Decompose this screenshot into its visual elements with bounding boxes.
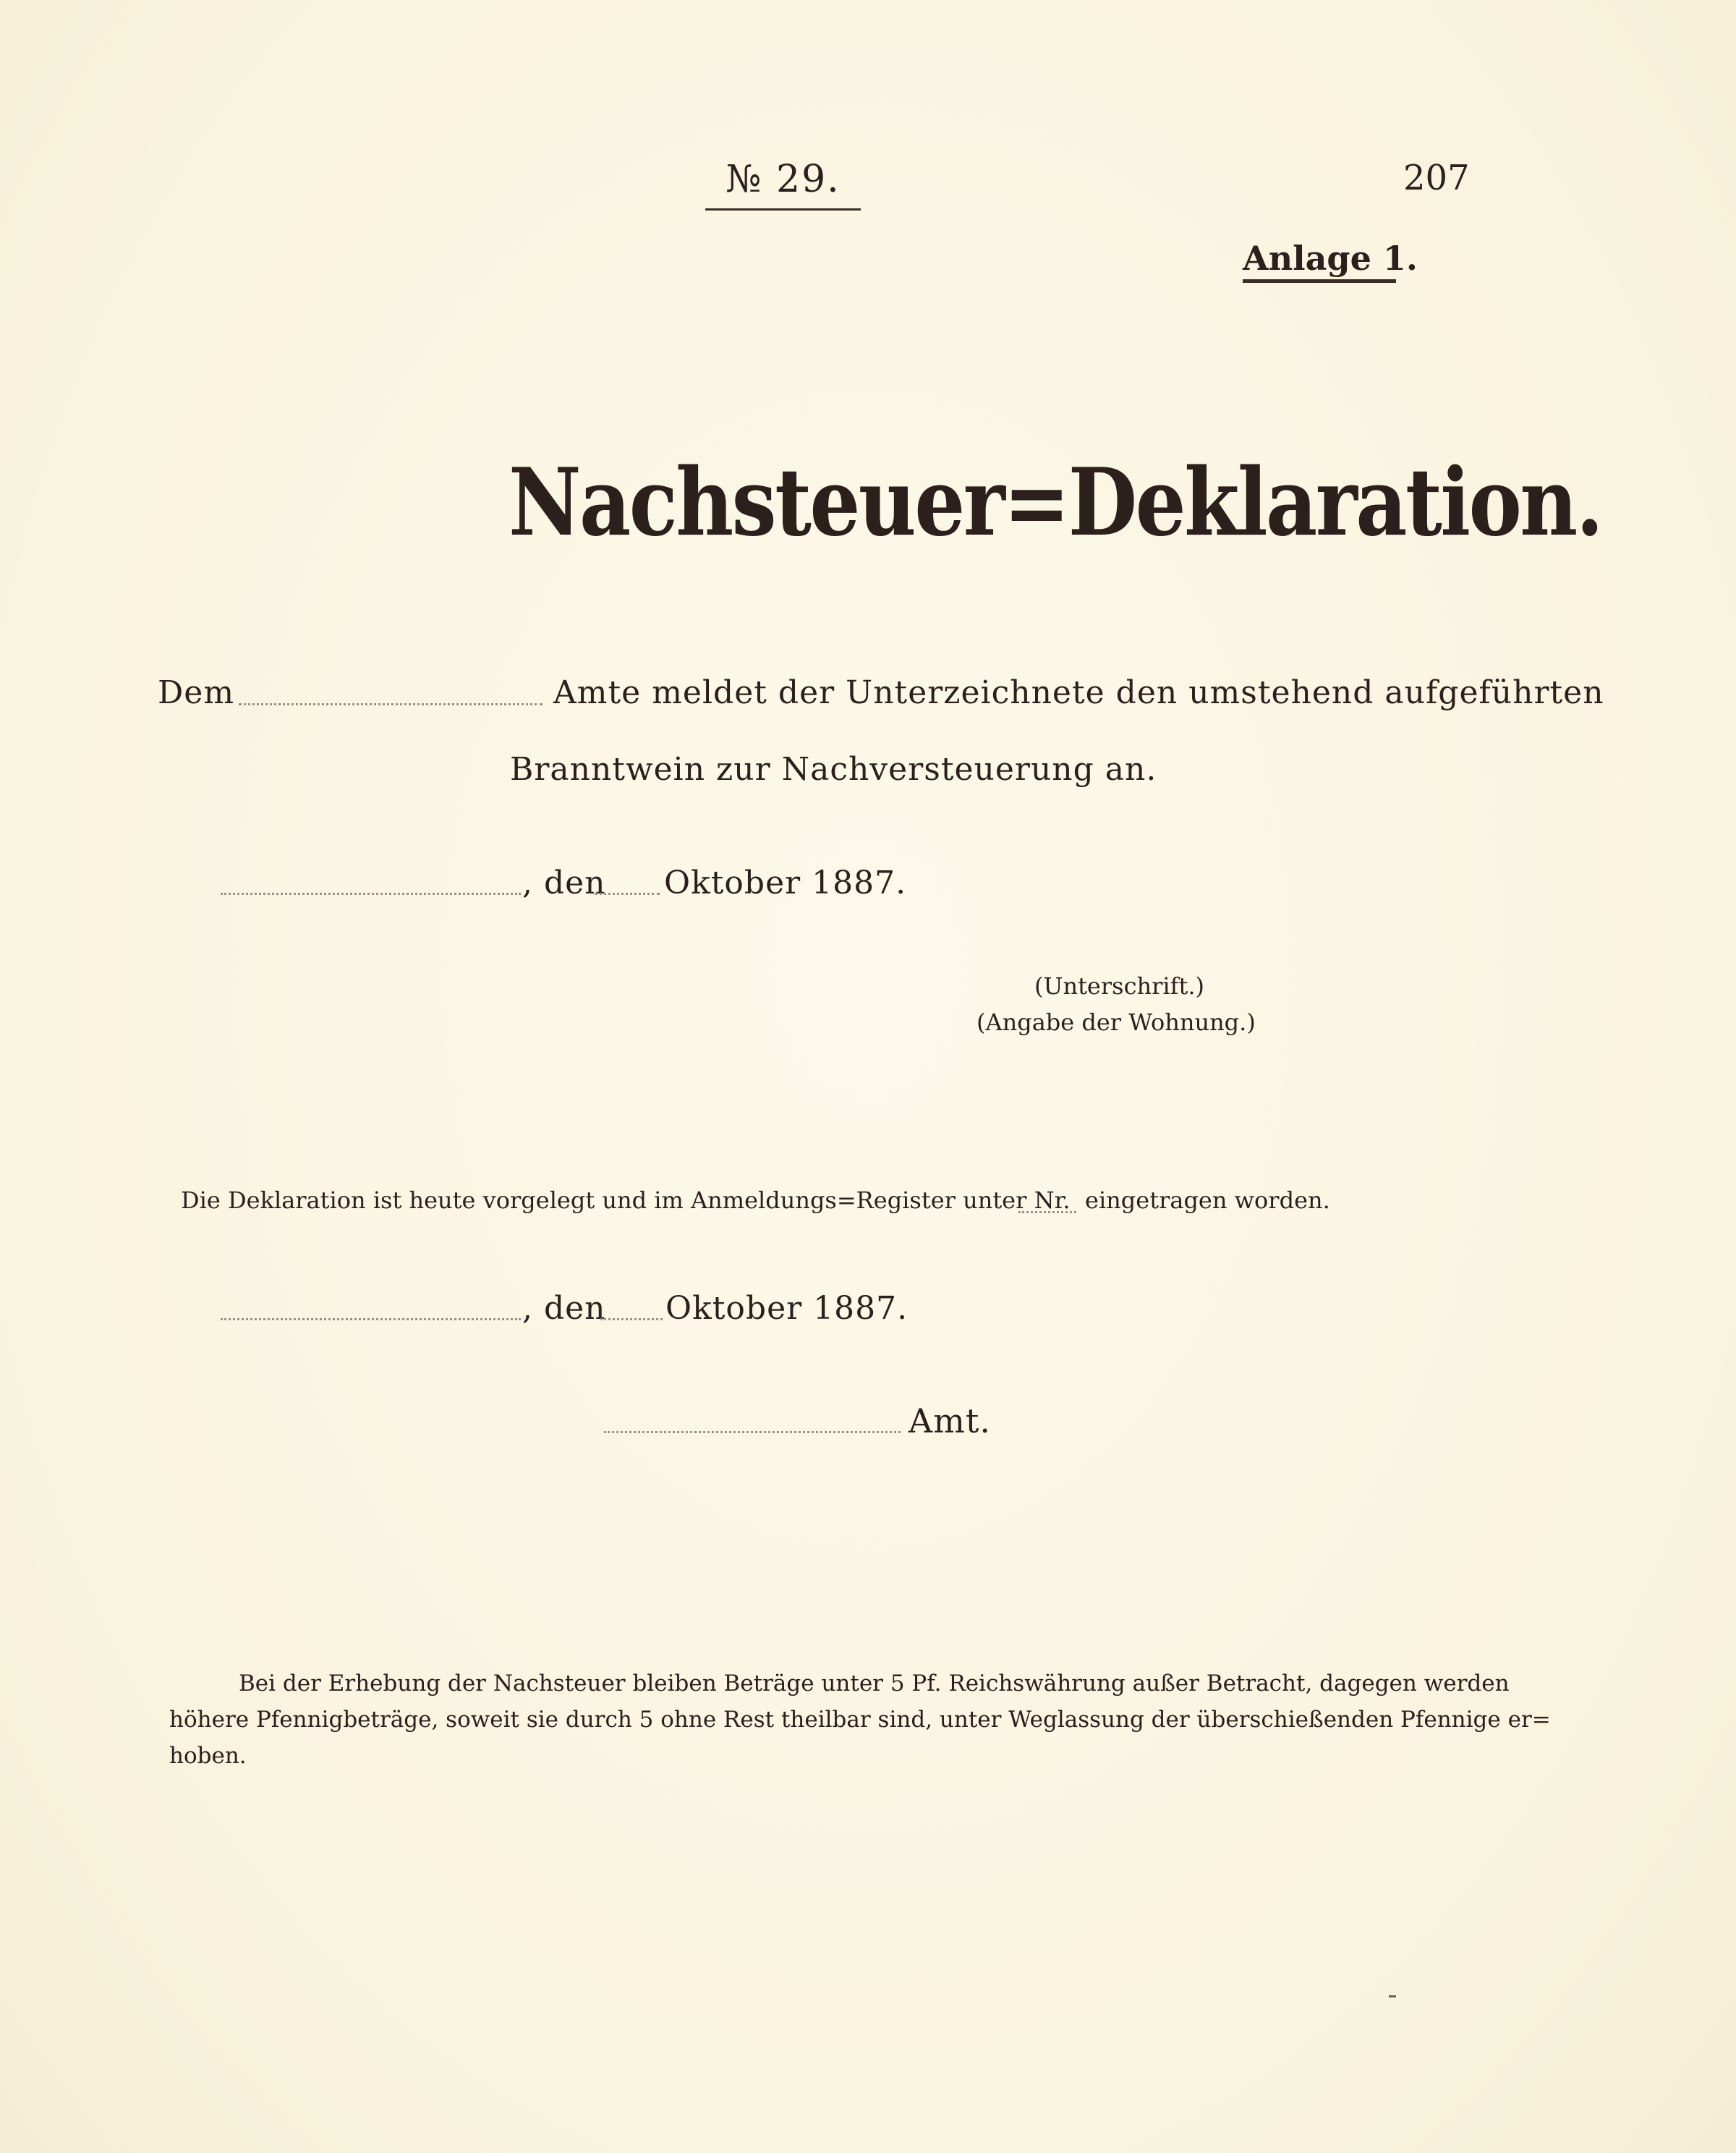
registration-text-end: eingetragen worden. [1085,1186,1330,1214]
annex-label: Anlage 1. [1243,239,1418,278]
page-number: 207 [1403,158,1470,198]
date-den-1: , den [522,865,606,901]
office-label: Amt. [909,1401,991,1440]
footnote-line-3: hoben. [169,1743,247,1769]
declaration-line-1: Amte meldet der Unterzeichnete den umstehend aufgeführten [553,674,1604,711]
paper-speck [1389,1995,1396,1997]
document-title: Nachsteuer=Deklaration. [509,449,1602,557]
registration-text: Die Deklaration ist heute vorgelegt und im Anmeldungs=Register unter Nr. [181,1186,1071,1214]
office-field[interactable] [604,1431,901,1433]
annex-label-underline [1243,279,1396,283]
footnote-line-2: höhere Pfennigbeträge, soweit sie durch 5 ohne Rest theilbar sind, unter Weglassung der überschießenden Pfennige er= [169,1707,1551,1733]
place-field-1[interactable] [221,893,521,895]
issue-number: № 29. [726,158,841,201]
signature-label: (Unterschrift.) [1034,972,1204,1000]
date-month-year-2: Oktober 1887. [665,1290,909,1327]
declaration-word-dem: Dem [158,674,235,711]
issue-number-underline [705,208,861,211]
place-field-2[interactable] [221,1318,521,1320]
office-name-field[interactable] [239,703,542,705]
address-label: (Angabe der Wohnung.) [977,1008,1256,1036]
date-den-2: , den [522,1290,606,1327]
declaration-line-2: Branntwein zur Nachversteuerung an. [510,751,1157,788]
day-field-1[interactable] [595,893,660,895]
register-number-field[interactable] [1018,1211,1076,1213]
date-month-year-1: Oktober 1887. [664,865,907,901]
footnote-line-1: Bei der Erhebung der Nachsteuer bleiben Beträge unter 5 Pf. Reichswährung außer Betracht, dagegen werden [239,1670,1510,1697]
day-field-2[interactable] [600,1318,663,1320]
